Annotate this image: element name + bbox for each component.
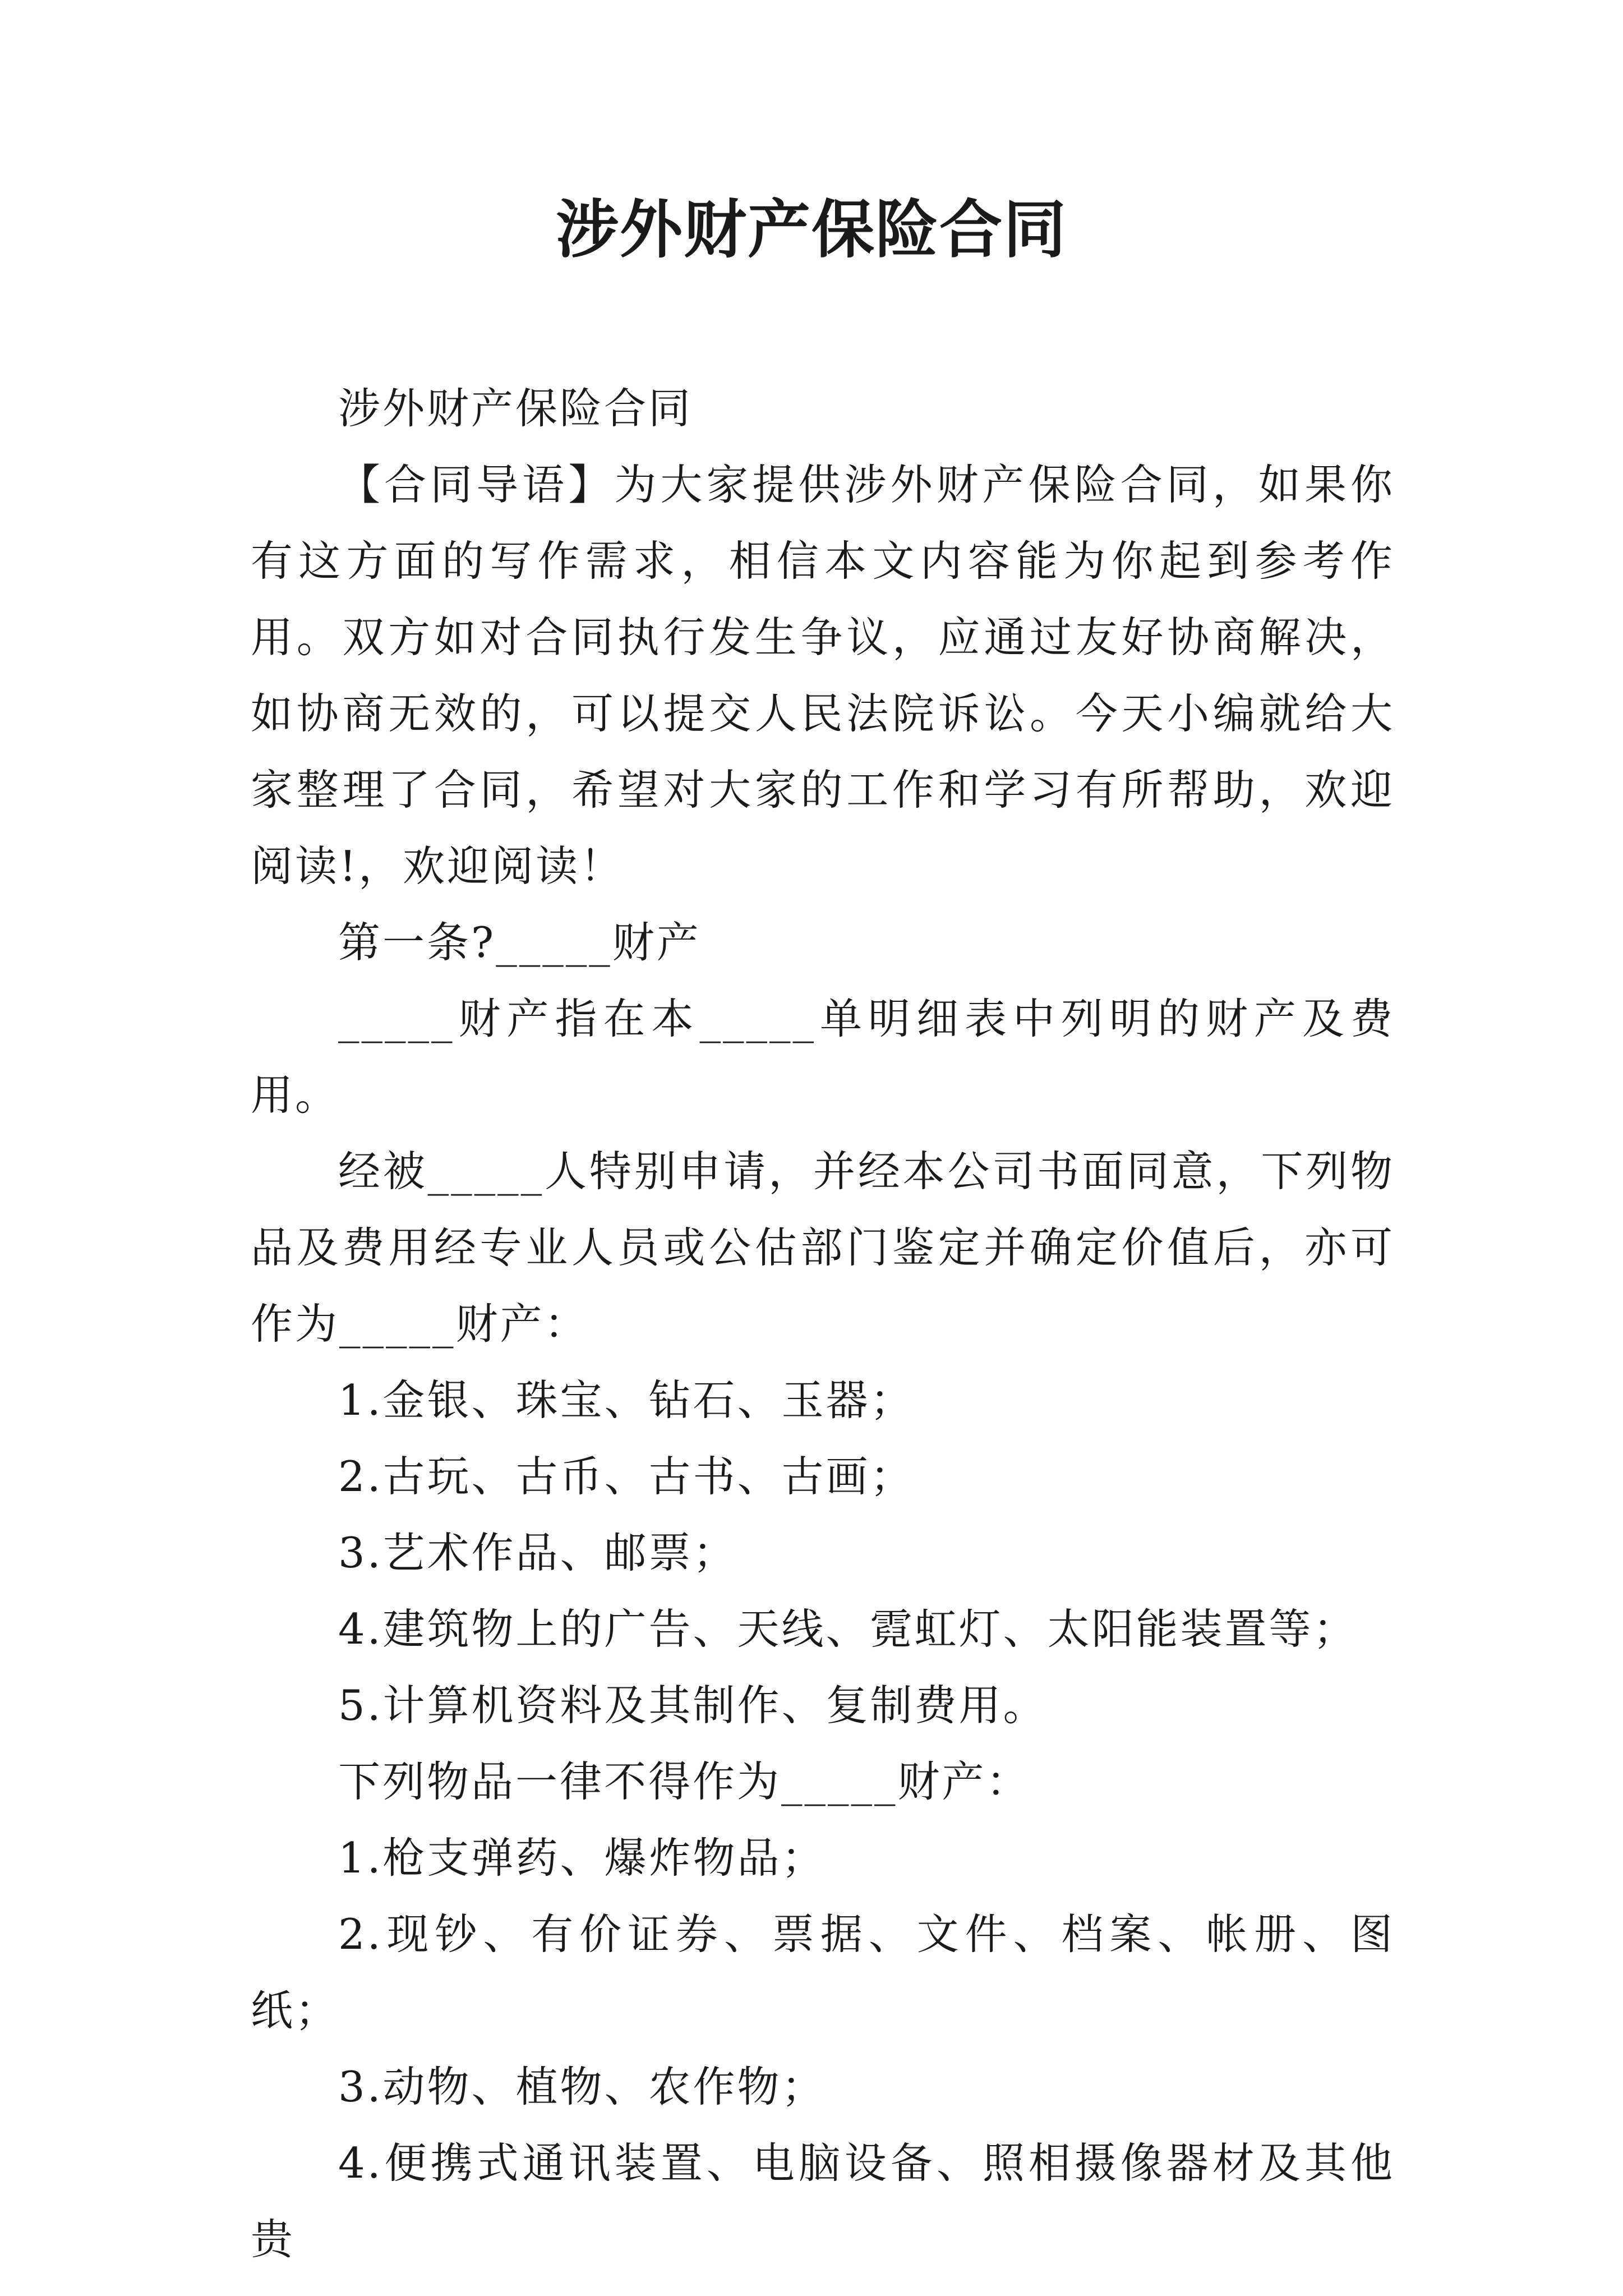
document-body	[251, 370, 1395, 2277]
paragraph-article-1: 第一条?_____财产	[338, 918, 701, 967]
paragraph-subtitle: 涉外财产保险合同	[338, 384, 693, 433]
document-title: 涉外财产保险合同	[556, 193, 1067, 266]
list-item: 3.艺术作品、邮票；	[338, 1528, 737, 1577]
list-item: 4.便携式通讯装置、电脑设备、照相摄像器材及其他贵	[251, 2138, 1395, 2264]
list-item: 2.古玩、古币、古书、古画；	[338, 1452, 915, 1501]
paragraph-intro: 【合同导语】为大家提供涉外财产保险合同，如果你有这方面的写作需求，相信本文内容能为你起到参考作用。双方如对合同执行发生争议，应通过友好协商解决，如协商无效的，可以提交人民法院诉讼。今天小编就给大家整理了合同，希望对大家的工作和学习有所帮助，欢迎阅读!，欢迎阅读！	[251, 460, 1395, 891]
list-item: 1.枪支弹药、爆炸物品；	[338, 1833, 826, 1883]
list-item: 4.建筑物上的广告、天线、霓虹灯、太阳能装置等；	[338, 1604, 1358, 1654]
list-item: 5.计算机资料及其制作、复制费用。	[338, 1681, 1048, 1730]
paragraph: 经被_____人特别申请，并经本公司书面同意，下列物品及费用经专业人员或公估部门鉴定并确定价值后，亦可作为_____财产：	[251, 1147, 1395, 1349]
paragraph: 下列物品一律不得作为_____财产：	[338, 1757, 1031, 1806]
list-item: 1.金银、珠宝、钻石、玉器；	[338, 1375, 915, 1425]
paragraph: _____财产指在本_____单明细表中列明的财产及费用。	[251, 994, 1395, 1120]
list-item: 2.现钞、有价证券、票据、文件、档案、帐册、图纸；	[251, 1910, 1395, 2035]
list-item: 3.动物、植物、农作物；	[338, 2062, 826, 2111]
